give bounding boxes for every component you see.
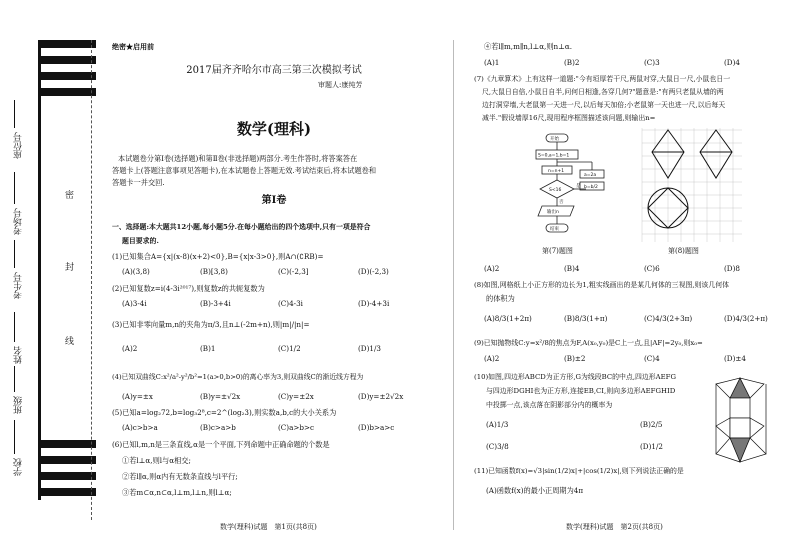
decor-stripe <box>40 488 96 496</box>
q1-option-d: (D)(-2,3) <box>358 267 389 276</box>
binding-margin <box>0 0 100 544</box>
q8-line-2: 的体积为 <box>486 294 515 303</box>
q8-option-d: (D)4/3(2+π) <box>724 314 768 323</box>
q3-option-c: (C)1/2 <box>278 344 301 353</box>
fig7-caption: 第(7)题图 <box>542 247 573 255</box>
decor-stripe <box>40 56 96 64</box>
flow-half-b: b=b/2 <box>584 185 598 190</box>
q6-item-1: ①若l⊥α,则l与α相交; <box>122 456 191 465</box>
q8-option-a: (A)8/3(1+2π) <box>484 314 532 323</box>
q5-option-c: (C)a>b>c <box>278 423 315 432</box>
confidential-header: 绝密★启用前 <box>112 42 154 51</box>
q10-figure <box>710 370 784 482</box>
q6-option-d: (D)4 <box>724 58 740 67</box>
q5-option-a: (A)c>b>a <box>122 423 158 432</box>
q10-line-1: (10)如图,四边形ABCD为正方形,G为线段BC的中点,四边形AEFG <box>474 373 676 381</box>
section-heading-cont: 题目要求的. <box>122 237 159 245</box>
q10-line-2: 与四边形DGHI也为正方形,连接EB,CI,则向多边形AEFGHID <box>486 387 676 395</box>
candidate-number-label: 考生号 <box>14 272 24 299</box>
q11-stem: (11)已知函数f(x)=√3|sin(1/2)x|+|cos(1/2)x|,则下列说法正确的是 <box>474 467 684 475</box>
page1-footer: 数学(理科)试题 第1页(共8页) <box>220 523 317 531</box>
q1-stem: (1)已知集合A={x|(x-8)(x+2)<0},B={x|x-3>0},则A∩(∁RB)= <box>112 252 324 261</box>
q10-option-a: (A)1/3 <box>486 420 509 429</box>
decor-stripe <box>40 472 96 480</box>
q10-line-3: 中投掷一点,该点落在阴影部分内的概率为 <box>486 401 613 409</box>
page-divider <box>453 40 454 530</box>
q2-option-a: (A)3-4i <box>122 299 147 308</box>
flow-output: 输出n <box>547 210 559 215</box>
q5-option-b: (B)c>a>b <box>200 423 236 432</box>
flow-yes: 是 <box>576 184 581 189</box>
flow-no: 否 <box>559 200 564 205</box>
q2-option-b: (B)-3+4i <box>200 299 231 308</box>
candidate-number-blank[interactable] <box>14 240 15 268</box>
q9-option-b: (B)±2 <box>564 354 586 363</box>
flowchart-figure <box>520 132 610 240</box>
part-title: 第Ⅰ卷 <box>261 195 287 206</box>
q6-item-2: ②若l∥α,则α内有无数条直线与l平行; <box>122 472 238 481</box>
seat-number-label: 座位号 <box>14 132 24 159</box>
exam-title: 2017届齐齐哈尔市高三第三次模拟考试 <box>186 65 362 76</box>
class-blank[interactable] <box>14 366 15 392</box>
q8-line-1: (8)如图,网格纸上小正方形的边长为1,粗实线画出的是某几何体的三视图,则该几何体 <box>474 281 729 289</box>
seal-mark-mi: 密 <box>63 190 73 199</box>
q10-option-d: (D)1/2 <box>640 442 663 451</box>
q4-stem: (4)已知双曲线C:x²/a²-y²/b²=1(a>0,b>0)的离心率为3,则双曲线C的渐近线方程为 <box>112 373 364 381</box>
seal-line <box>91 40 92 520</box>
intro-line-3: 答题卡一并交回. <box>112 178 165 187</box>
q2-stem: (2)已知复数z=i(4-3i²⁰¹⁷),则复数z的共轭复数为 <box>112 284 265 293</box>
q7-option-c: (C)6 <box>644 264 660 273</box>
q7-line-3: 边打洞穿墙,大老鼠第一天进一尺,以后每天加倍;小老鼠第一天也进一尺,以后每天 <box>482 101 726 109</box>
name-label: 姓名 <box>14 346 24 364</box>
q6-option-b: (B)2 <box>564 58 580 67</box>
exam-page-1 <box>108 0 440 544</box>
intro-line-1: 本试题卷分第Ⅰ卷(选择题)和第Ⅱ卷(非选择题)两部分.考生作答时,将答案答在 <box>118 154 358 163</box>
flow-init: S=0,a=1,b=1 <box>538 153 570 159</box>
exam-room-blank[interactable] <box>14 172 15 204</box>
q5-option-d: (D)b>a>c <box>358 423 395 432</box>
decor-stripe <box>40 456 96 464</box>
q4-option-b: (B)y=±√2x <box>200 392 241 401</box>
q2-option-c: (C)4-3i <box>278 299 303 308</box>
q4-option-a: (A)y=±x <box>122 392 153 401</box>
q6-stem: (6)已知l,m,n是三条直线,α是一个平面,下列命题中正确命题的个数是 <box>112 440 330 449</box>
flow-double-a: a=2a <box>584 173 597 178</box>
q6-option-a: (A)1 <box>484 58 500 67</box>
margin-bar <box>38 40 41 500</box>
q3-stem: (3)已知非零向量m,n的夹角为π/3,且n⊥(-2m+n),则|m|/|n|= <box>112 320 310 329</box>
flow-end: 结束 <box>550 227 559 232</box>
flow-start: 开始 <box>550 137 559 142</box>
q8-option-c: (C)4/3(2+3π) <box>644 314 693 323</box>
q10-option-b: (B)2/5 <box>640 420 663 429</box>
q6-item-4: ④若l∥m,m∥n,l⊥α,则n⊥α. <box>484 42 573 51</box>
exam-page-2 <box>470 0 788 544</box>
decor-stripe <box>40 40 96 48</box>
reviewer: 审题人:康纯芳 <box>318 81 363 89</box>
q7-line-4: 减半."假设墙厚16尺,现用程序框图描述该问题,则输出n= <box>482 114 656 122</box>
q6-item-3: ③若m⊂α,n⊂α,l⊥m,l⊥n,则l⊥α; <box>122 488 232 497</box>
subject-title: 数学(理科) <box>236 120 312 138</box>
decor-stripe <box>40 88 96 96</box>
school-label: 学校 <box>14 458 24 476</box>
q1-option-a: (A)(3,8) <box>122 267 150 276</box>
q3-option-d: (D)1/3 <box>358 344 381 353</box>
exam-room-label: 考场号 <box>14 208 24 235</box>
section-heading: 一、选择题:本大题共12小题,每小题5分.在每小题给出的四个选项中,只有一项是符合 <box>112 223 371 231</box>
seal-mark-feng: 封 <box>63 262 73 271</box>
flow-increment: n=n+1 <box>548 169 565 174</box>
q3-option-a: (A)2 <box>122 344 138 353</box>
seal-mark-xian: 线 <box>63 336 73 345</box>
flow-condition: S<16 <box>549 188 562 193</box>
q1-option-c: (C)(-2,3] <box>278 267 309 276</box>
q6-option-c: (C)3 <box>644 58 660 67</box>
seat-number-blank[interactable] <box>14 100 15 128</box>
q9-stem: (9)已知抛物线C:y=x²/8的焦点为F,A(x₀,y₀)是C上一点,且|AF|=2y₀,则x₀= <box>474 339 703 347</box>
page2-footer: 数学(理科)试题 第2页(共8页) <box>566 523 663 531</box>
q11-option-a: (A)函数f(x)的最小正周期为4π <box>486 486 584 495</box>
name-blank[interactable] <box>14 312 15 342</box>
q7-line-2: 尺,大鼠日自倍,小鼠日自半,问何日相逢,各穿几何?"题意是:"有两只老鼠从墙的两 <box>482 88 724 96</box>
q7-option-a: (A)2 <box>484 264 500 273</box>
q3-option-b: (B)1 <box>200 344 216 353</box>
q9-option-c: (C)4 <box>644 354 660 363</box>
intro-line-2: 答题卡上(答题注意事项见答题卡),在本试题卷上答题无效.考试结束后,将本试题卷和 <box>112 166 377 175</box>
school-blank[interactable] <box>14 420 15 454</box>
q7-option-b: (B)4 <box>564 264 580 273</box>
q10-option-c: (C)3/8 <box>486 442 509 451</box>
q5-stem: (5)已知a=log₂72,b=log₃2⁸,c=2^(log₂3),则实数a,b,c的大小关系为 <box>112 408 337 417</box>
fig8-caption: 第(8)题图 <box>668 247 699 255</box>
q4-option-c: (C)y=±2x <box>278 392 314 401</box>
q9-option-a: (A)2 <box>484 354 500 363</box>
decor-stripe <box>40 72 96 80</box>
q2-option-d: (D)-4+3i <box>358 299 390 308</box>
q7-option-d: (D)8 <box>724 264 740 273</box>
q7-line-1: (7)《九章算术》上有这样一道题:"今有垣厚若干尺,两鼠对穿,大鼠日一尺,小鼠也日一 <box>474 75 731 83</box>
q8-option-b: (B)8/3(1+π) <box>564 314 608 323</box>
q9-option-d: (D)±4 <box>724 354 746 363</box>
q1-option-b: (B)[3,8) <box>200 267 228 276</box>
q4-option-d: (D)y=±2√2x <box>358 392 404 401</box>
decor-stripe <box>40 440 96 448</box>
three-view-figure <box>638 126 746 244</box>
class-label: 班级 <box>14 396 24 414</box>
